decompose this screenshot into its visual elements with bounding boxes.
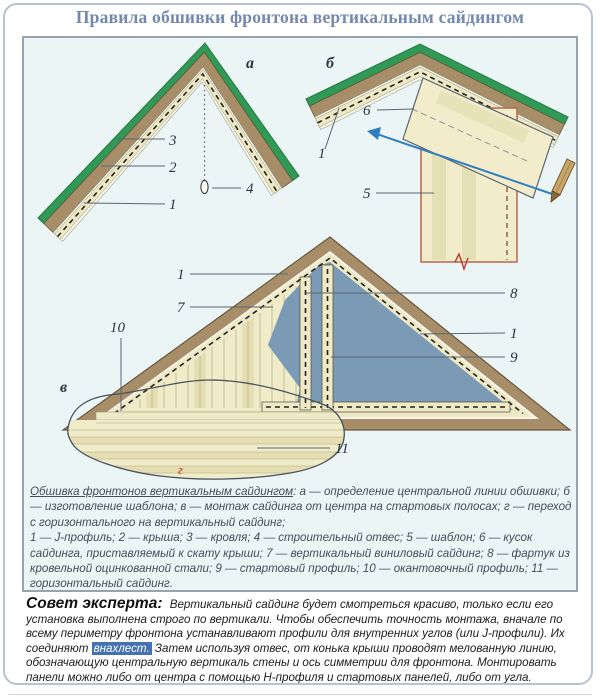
label-3: 3 xyxy=(169,133,177,149)
diagram-b-letter: б xyxy=(326,55,334,72)
expert-highlight: внахлест. xyxy=(93,641,150,655)
label-1b: 1 xyxy=(510,326,518,342)
expert-text-after: Затем используя отвес, от конька крыши проводят мелованную линию, обозначающую центральную вертикаль стены и ось симметрии для фронтона. Монтировать панели можно либо от центра с помощью Н-профиля и стартовых панелей, либо от угла. xyxy=(26,641,557,684)
figure-caption xyxy=(30,484,572,592)
label-2: 2 xyxy=(169,160,177,176)
page-title: Правила обшивки фронтона вертикальным сайдингом xyxy=(75,7,525,27)
diagram-a xyxy=(38,43,299,242)
diagram-v xyxy=(60,237,570,482)
label-10: 10 xyxy=(110,320,125,336)
label-5: 5 xyxy=(363,186,371,202)
caption-legend: 1 — J-профиль; 2 — крыша; 3 — кровля; 4 — строительный отвес; 5 — шаблон; 6 — кусок сайдинга, приставляемый к скату крыши; 7 — вертикальный виниловый сайдинг; 8 — фартук из кровельной оцинкованной стали; 9 — стартовый профиль; 10 — окантовочный профиль; 11 — горизонтальный сайдинг. xyxy=(30,531,570,591)
bottom-shadow-line xyxy=(8,694,592,695)
expert-text-before: Вертикальный сайдинг будет смотреться красиво, только если его установка выполнена строго по вертикали. Чтобы обеспечить точность монтажа, вначале по всему периметру фронтона устанавливают профили для внутренних углов (или J-профили). Их соединяют xyxy=(26,598,565,655)
diagram-a-letter: а xyxy=(246,55,254,72)
label-7: 7 xyxy=(177,300,185,316)
label-4: 4 xyxy=(246,181,254,197)
label-1a: 1 xyxy=(177,267,185,283)
plumb-bob xyxy=(201,180,208,193)
label-9: 9 xyxy=(510,350,518,366)
horizontal-siding-region xyxy=(64,412,348,482)
expert-heading: Совет эксперта: xyxy=(26,595,163,612)
label-1: 1 xyxy=(169,197,177,213)
diagram-v-letter: в xyxy=(60,379,68,396)
start-profile-strip xyxy=(262,402,510,412)
label-11: 11 xyxy=(335,441,349,457)
label-8: 8 xyxy=(510,286,518,302)
pencil-icon xyxy=(551,159,575,202)
label-6: 6 xyxy=(363,103,371,119)
label-1: 1 xyxy=(318,146,326,162)
caption-desc: : а — определение центральной линии обшивки; б — изготовление шаблона; в — монтаж сайдинга от центра на стартовых полосах; г — переход с горизонтального на вертикальный сайдинг; xyxy=(30,485,572,529)
region-letter-g: г xyxy=(178,462,183,477)
caption-figures xyxy=(30,484,572,530)
expert-advice xyxy=(26,597,574,686)
diagram-b xyxy=(306,44,575,269)
caption-lead: Обшивка фронтонов вертикальным сайдингом xyxy=(30,485,294,498)
